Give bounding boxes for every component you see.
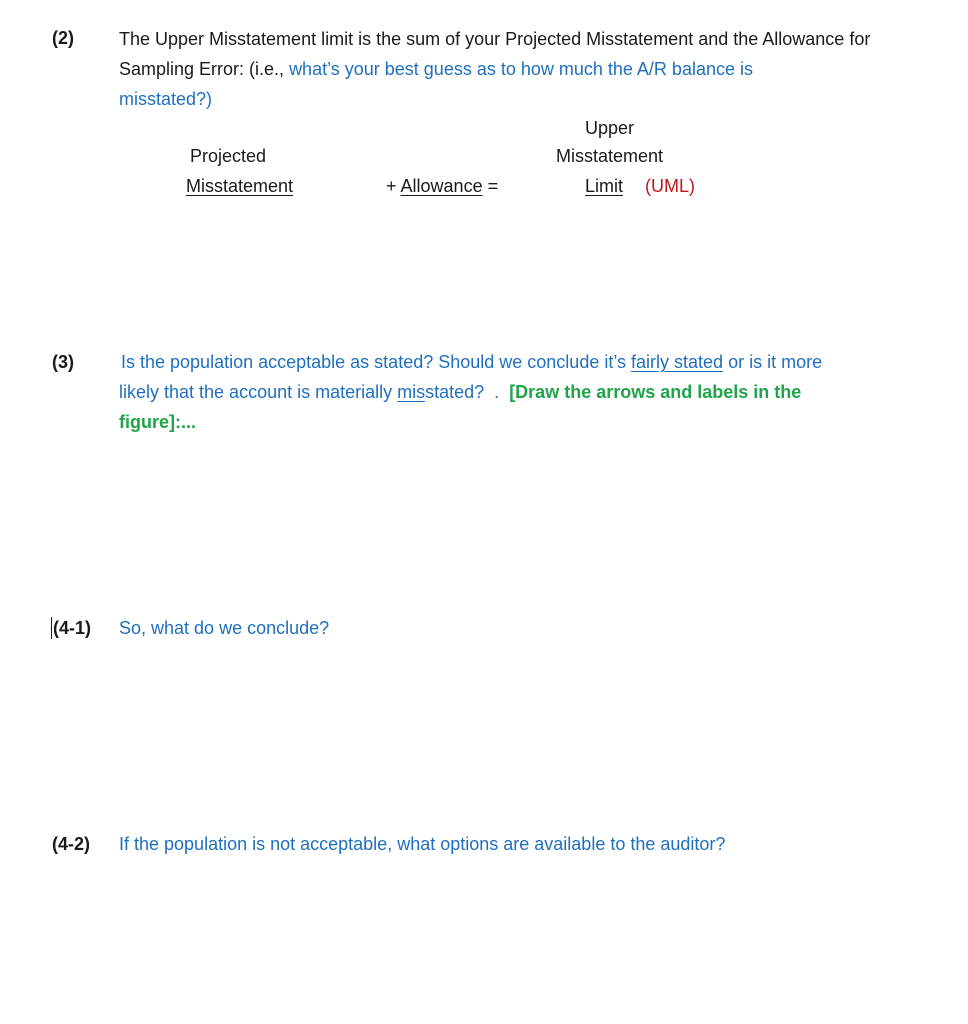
section-3-line-2a: likely that the account is materially (119, 382, 398, 402)
formula-projected-bottom: Misstatement (186, 176, 294, 196)
section-3-line-1 (121, 347, 822, 377)
text-cursor (51, 617, 52, 639)
formula-upper-bottom (585, 176, 695, 197)
formula-plus: + (386, 176, 401, 196)
section-3-line-2b: stated? (425, 382, 485, 402)
formula-projected-top: Projected (190, 146, 267, 166)
formula-equals: = (482, 176, 499, 196)
section-4-1-question: So, what do we conclude? (119, 618, 330, 638)
section-3-line-2c: . (484, 382, 510, 402)
section-3-line-1b: or is it more (723, 352, 823, 372)
section-3-line-1a: Is the population acceptable as stated? Should we conclude it’s (121, 352, 632, 372)
section-2-question: what’s your best guess as to how much the A/R balance is (289, 59, 753, 79)
section-4-1-number: (4-1) (53, 618, 92, 638)
section-3-line-2 (119, 377, 822, 407)
section-3-instruction: [Draw the arrows and labels in the (509, 382, 802, 402)
formula-allowance-label: Allowance (400, 176, 483, 196)
mis-link: mis (397, 382, 426, 402)
section-3-number: (3) (52, 352, 74, 372)
section-3-paragraph (121, 347, 822, 437)
section-4-2-question: If the population is not acceptable, what options are available to the auditor? (119, 834, 726, 854)
section-3-line-3: figure]:... (119, 412, 196, 432)
section-2-paragraph (119, 24, 870, 114)
section-4-2-number: (4-2) (52, 834, 91, 854)
formula-uml: (UML) (645, 176, 696, 196)
formula-upper-top: Upper (585, 118, 635, 138)
section-2-line-1: The Upper Misstatement limit is the sum of your Projected Misstatement and the Allowance for (119, 29, 871, 49)
section-2-line-2 (119, 54, 870, 84)
formula-limit: Limit (585, 176, 624, 196)
formula-upper-mid: Misstatement (556, 146, 664, 166)
formula-allowance (386, 176, 498, 197)
section-2-line-3: misstated?) (119, 89, 213, 109)
section-2-prefix: Sampling Error: (i.e., (119, 59, 290, 79)
section-2-number: (2) (52, 28, 74, 48)
fairly-stated-link: fairly stated (631, 352, 724, 372)
